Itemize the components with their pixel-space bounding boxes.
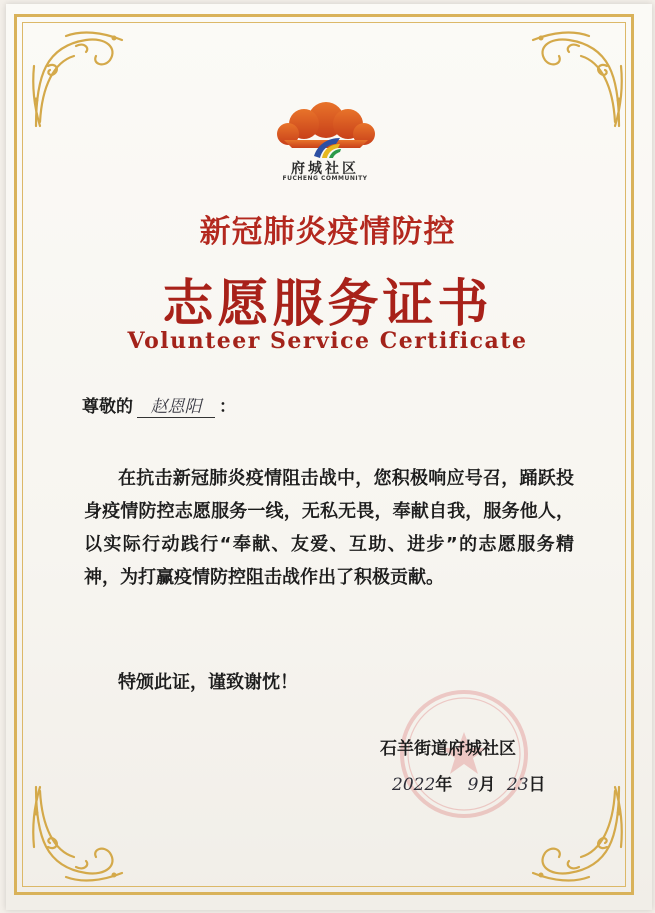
logo-chinese-name: 府城社区 <box>291 161 359 177</box>
issue-date <box>392 770 546 795</box>
greeting-prefix: 尊敬的 <box>82 397 133 417</box>
date-month: 9 <box>467 775 479 795</box>
greeting-line <box>82 392 236 418</box>
recipient-name: 赵恩阳 <box>137 392 215 418</box>
greeting-suffix: ： <box>219 397 236 417</box>
corner-ornament-icon <box>26 26 136 136</box>
issuing-organization: 石羊街道府城社区 <box>380 739 516 759</box>
date-day-label: 日 <box>528 775 546 795</box>
date-day: 23 <box>506 775 529 795</box>
date-month-label: 月 <box>478 775 496 795</box>
certificate-title-line1: 新冠肺炎疫情防控 <box>199 214 456 250</box>
date-year: 2022 <box>392 775 436 795</box>
certificate-body: 在抗击新冠肺炎疫情阻击战中，您积极响应号召，踊跃投身疫情防控志愿服务一线，无私无畏，奉献自我，服务他人，以实际行动践行“奉献、友爱、互助、进步”的志愿服务精神，为打赢疫情防控阻击战作出了积极贡献。 <box>84 468 574 588</box>
logo-english-name: FUCHENG COMMUNITY <box>282 175 368 182</box>
corner-ornament-icon <box>26 777 136 887</box>
corner-ornament-icon <box>519 26 629 136</box>
certificate-title-main: 志愿服务证书 <box>162 274 493 334</box>
date-year-label: 年 <box>435 775 453 795</box>
certificate-title-english: Volunteer Service Certificate <box>127 328 528 354</box>
thanks-line: 特颁此证，谨致谢忱！ <box>118 672 298 693</box>
